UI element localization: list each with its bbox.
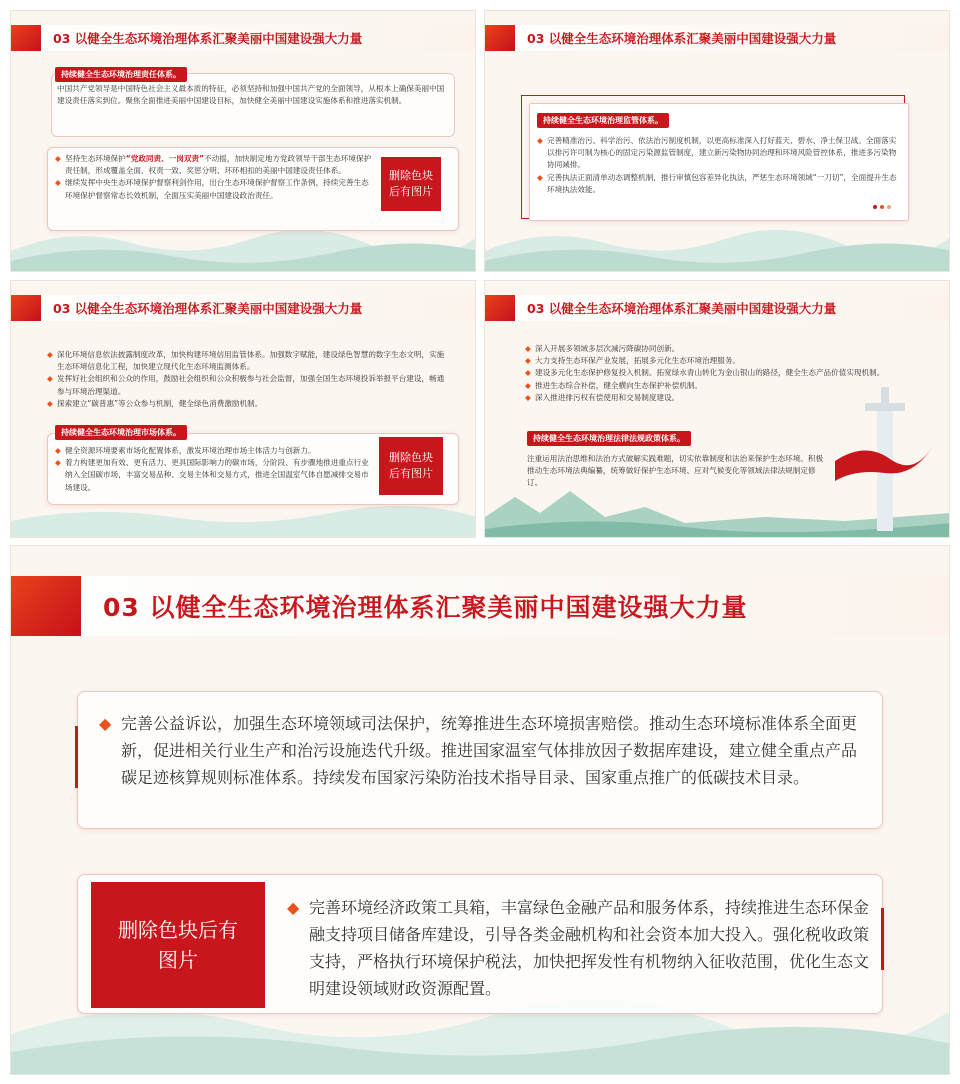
bullet-list: [287, 894, 871, 1002]
list-item: ◆ 深入开展多领域多层次减污降碳协同创新。: [525, 343, 907, 355]
bullet-list: [525, 343, 907, 404]
slide-header: [485, 295, 949, 321]
list-item: ◆ 发挥好社会组织和公众的作用，鼓励社会组织和公众积极参与社会监督，加强全国生态环境投诉举报平台建设，畅通参与环境治理渠道。: [47, 373, 451, 397]
slide-1[interactable]: [10, 10, 476, 272]
list-item: ◆ 坚持生态环境保护“党政同责、一岗双责”不动摇，加快制定地方党政领导干部生态环境保护责任制，形成覆盖全面、权责一致、奖惩分明、环环相扣的美丽中国建设责任体系。: [55, 153, 373, 177]
page-title: 03 以健全生态环境治理体系汇聚美丽中国建设强大力量: [527, 31, 837, 46]
body-paragraph: 中国共产党领导是中国特色社会主义最本质的特征，必须坚持和加强中国共产党的全面领导，从根本上确保美丽中国建设责任落实到位。聚焦全面推进美丽中国建设目标，加快健全美丽中国建设实施体系和推进落实机制。: [57, 84, 445, 106]
list-item: ◆ 完善公益诉讼，加强生态环境领域司法保护，统筹推进生态环境损害赔偿。推动生态环境标准体系全面更新，促进相关行业生产和治污设施迭代升级。推进国家温室气体排放因子数据库建设，建立健全重点产品碳足迹核算规则标准体系。持续发布国家污染防治技术指导目录、国家重点推广的低碳技术目录。: [99, 710, 869, 791]
image-placeholder: 删除色块后有图片: [91, 882, 265, 1008]
list-item: ◆ 继续发挥中央生态环境保护督察利剑作用，出台生态环境保护督察工作条例，持续完善生态环境保护督察常态长效机制，全面压实美丽中国建设政治责任。: [55, 177, 373, 201]
slide-3[interactable]: [10, 280, 476, 538]
header-tab: [11, 25, 41, 51]
header-tab: [485, 295, 515, 321]
slide-header: [485, 25, 949, 51]
slide-2[interactable]: [484, 10, 950, 272]
header-tab: [11, 295, 41, 321]
bullet-list: [537, 135, 899, 196]
slide-header: [11, 25, 475, 51]
list-item: ◆ 推进生态综合补偿，健全横向生态保护补偿机制。: [525, 380, 907, 392]
dots-icon: [873, 205, 891, 209]
body-paragraph: 注重运用法治思维和法治方式破解实践难题，切实依靠制度和法治来保护生态环境。积极推动生态环境法典编纂，统筹做好保护生态环境、应对气候变化等领域法律法规制定修订。: [527, 454, 824, 488]
list-item: ◆ 深入推进排污权有偿使用和交易制度建设。: [525, 392, 907, 404]
section-tag: 持续健全生态环境治理市场体系。: [55, 425, 187, 440]
section-tag: 持续健全生态环境治理责任体系。: [55, 67, 187, 82]
section-tag: 持续健全生态环境治理法律法规政策体系。: [527, 431, 691, 446]
accent-bar: [881, 908, 884, 970]
list-item: ◆ 完善环境经济政策工具箱，丰富绿色金融产品和服务体系，持续推进生态环保金融支持项目储备库建设，引导各类金融机构和社会资本加大投入。强化税收政策支持，严格执行环境保护税法，加快把挥发性有机物纳入征收范围，优化生态文明建设领域财政资源配置。: [287, 894, 871, 1002]
image-placeholder: 删除色块后有图片: [379, 437, 443, 495]
bullet-list: [55, 153, 373, 202]
accent-bar: [75, 726, 78, 788]
image-placeholder: 删除色块后有图片: [381, 157, 441, 211]
page-title: 03 以健全生态环境治理体系汇聚美丽中国建设强大力量: [53, 31, 363, 46]
slide-header: [11, 576, 949, 636]
bullet-list: [55, 445, 373, 494]
list-item: ◆ 建设多元化生态保护修复投入机制。拓宽绿水青山转化为金山银山的路径，健全生态产品价值实现机制。: [525, 367, 907, 379]
slide-header: [11, 295, 475, 321]
list-item: ◆ 大力支持生态环保产业发展，拓展多元化生态环境治理服务。: [525, 355, 907, 367]
page-title: 03 以健全生态环境治理体系汇聚美丽中国建设强大力量: [527, 301, 837, 316]
slide-4[interactable]: [484, 280, 950, 538]
header-tab: [485, 25, 515, 51]
list-item: ◆ 探索建立“碳普惠”等公众参与机制，健全绿色消费激励机制。: [47, 398, 451, 410]
page-title: 03 以健全生态环境治理体系汇聚美丽中国建设强大力量: [103, 593, 748, 622]
list-item: ◆ 深化环境信息依法披露制度改革，加快构建环境信用监管体系。加强数字赋能，建设绿色智慧的数字生态文明，实施生态环境信息化工程，加快建立现代化生态环境监测体系。: [47, 349, 451, 373]
section-tag: 持续健全生态环境治理监管体系。: [537, 113, 669, 128]
list-item: ◆ 着力构建更加有效、更有活力、更具国际影响力的碳市场，分阶段、有步骤地推进重点行业纳入全国碳市场，丰富交易品种、交易主体和交易方式，推进全国温室气体自愿减排交易市场建设。: [55, 457, 373, 494]
page-title: 03 以健全生态环境治理体系汇聚美丽中国建设强大力量: [53, 301, 363, 316]
list-item: ◆ 完善精准治污、科学治污、依法治污制度机制，以更高标准深入打好蓝天、碧水、净土保卫战。全面落实以排污许可制为核心的固定污染源监管制度，建立新污染物协同治理和环境风险管控体系，推进多污染物协同减排。: [537, 135, 899, 172]
bullet-list: [99, 710, 869, 791]
bullet-list: [47, 349, 451, 410]
slide-5[interactable]: [10, 545, 950, 1075]
list-item: ◆ 健全资源环境要素市场化配置体系，激发环境治理市场主体活力与创新力。: [55, 445, 373, 457]
header-tab: [11, 576, 81, 636]
list-item: ◆ 完善执法正面清单动态调整机制，推行审慎包容差异化执法，严惩生态环境领域“一刀切”，全面提升生态环境执法效能。: [537, 172, 899, 196]
